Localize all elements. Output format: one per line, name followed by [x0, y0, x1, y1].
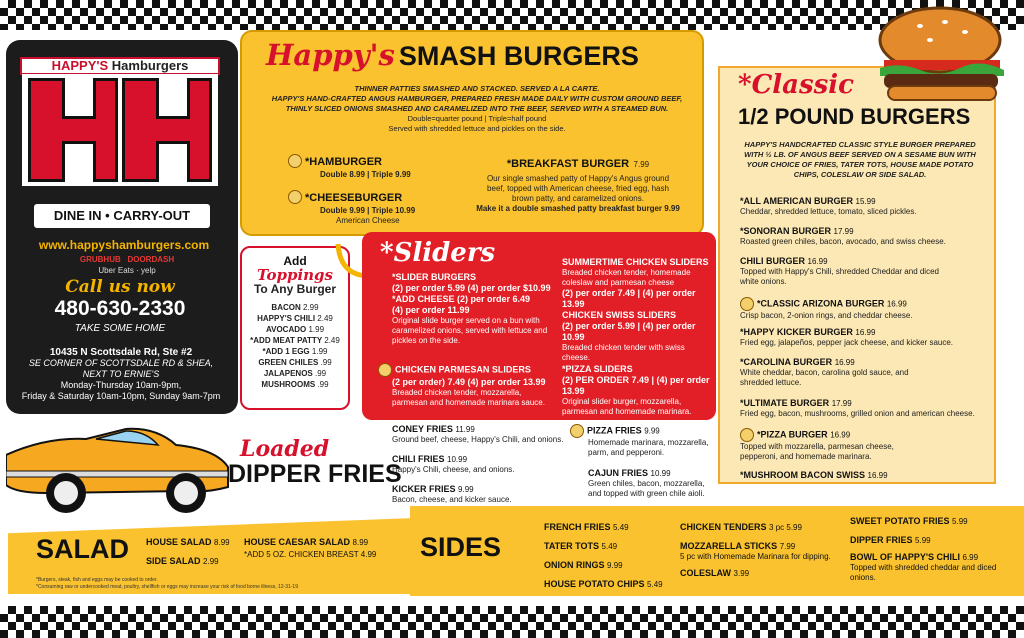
topping-item: JALAPENOS .99 [263, 369, 327, 378]
topping-item: *ADD MEAT PATTY 2.49 [250, 336, 340, 345]
dipper-item: CAJUN FRIES 10.99 Green chiles, bacon, mozzarella, and topped with green chile aioli. [588, 468, 705, 498]
cheeseburger-prices: Double 9.99 | Triple 10.99 [320, 206, 416, 215]
logo-suffix: Hamburgers [111, 58, 189, 73]
smash-title-main: SMASH BURGERS [398, 41, 639, 71]
smash-title [266, 38, 639, 72]
logo-h-right [122, 78, 212, 182]
topping-item: *ADD 1 EGG 1.99 [262, 347, 328, 356]
mascot-icon [570, 424, 584, 438]
slider-line-1: (2 per order) 7.49 (4) per order 13.99 [392, 377, 546, 387]
topping-item: GREEN CHILES .99 [258, 358, 332, 367]
toppings-title-1: Add [283, 254, 307, 268]
slider-line-1: (2) per order 5.99 (4) per order $10.99 [392, 283, 551, 293]
side-item: ONION RINGS 9.99 [544, 560, 623, 570]
website-link[interactable]: www.happyshamburgers.com [38, 238, 210, 252]
fine-print: *Burgers, steak, fish and eggs may be cooked to order. *Consuming raw or undercooked meat, poultry, shellfish or eggs may increase your risk of food borne illness, 12-31-19 [36, 577, 298, 590]
side-salad: SIDE SALAD 2.99 [146, 556, 219, 566]
sides-column-3: SWEET POTATO FRIES 5.99 DIPPER FRIES 5.99 BOWL OF HAPPY'S CHILI 6.99 Topped with shredded cheddar and diced onions. [850, 516, 1000, 583]
pizza-sliders [562, 364, 714, 417]
classic-item: *HAPPY KICKER BURGER 16.99 Fried egg, jalapeños, pepper jack cheese, and kicker sauce. [740, 327, 954, 347]
slider-name: SUMMERTIME CHICKEN SLIDERS [562, 257, 709, 267]
classic-item: *PIZZA BURGER 16.99 Topped with mozzarella, parmesan cheese, pepperoni, and homemade marinara. [740, 429, 894, 461]
slider-line-3: (4) per order 11.99 [392, 305, 470, 315]
chicken-parm-sliders [378, 363, 550, 408]
side-item: MOZZARELLA STICKS 7.99 [680, 541, 796, 551]
app-grubhub[interactable]: GRUBHUB [79, 255, 121, 264]
sides-title: SIDES [420, 532, 502, 562]
app-ubereats[interactable]: Uber Eats [98, 266, 134, 275]
hours-weekday: Monday-Thursday 10am-9pm, [60, 380, 182, 390]
breakfast-burger-item [468, 154, 688, 214]
dipper-item: CHILI FRIES 10.99 Happy's Chili, cheese, and onions. [392, 454, 515, 474]
sliders-title: *Sliders [380, 238, 496, 268]
smash-title-script: Happy's [266, 38, 395, 72]
smash-desc-4: Double=quarter pound | Triple=half pound [407, 114, 547, 123]
side-item: HOUSE POTATO CHIPS 5.49 [544, 579, 663, 589]
chicken-swiss-sliders [562, 310, 710, 363]
take-home-tagline: TAKE SOME HOME [74, 323, 166, 334]
mascot-icon [378, 363, 392, 377]
breakfast-price: 7.99 [633, 160, 650, 169]
mascot-icon [740, 297, 754, 311]
slider-desc: Breaded chicken tender, mozzarella, parmesan and homemade marinara sauce. [392, 388, 545, 407]
hours-weekend: Friday & Saturday 10am-10pm, Sunday 9am-7pm [21, 391, 221, 401]
cheeseburger-name: *CHEESEBURGER [305, 192, 403, 204]
logo-brand: HAPPY'S [51, 58, 109, 73]
cheeseburger-item [288, 188, 438, 226]
slider-desc: Breaded chicken tender, homemade coleslaw and parmesan cheese [562, 268, 691, 287]
street-address: 10435 N Scottsdale Rd, Ste #2 [49, 347, 193, 358]
dipper-item: PIZZA FRIES 9.99 Homemade marinara, mozzarella, parm, and pepperoni. [570, 424, 710, 458]
side-item: TATER TOTS 5.49 [544, 541, 618, 551]
side-item: SWEET POTATO FRIES 5.99 [850, 516, 968, 526]
sides-column-2: CHICKEN TENDERS 3 pc 5.99 MOZZARELLA STICKS 7.99 5 pc with Homemade Marinara for dipping. COLESLAW 3.99 [680, 522, 840, 579]
side-item: BOWL OF HAPPY'S CHILI 6.99 [850, 552, 979, 562]
house-salad: HOUSE SALAD 8.99 [146, 537, 230, 547]
slider-desc: Original slider burger, mozzarella, parmesan and homemade marinara. [562, 397, 692, 416]
classic-title: 1/2 POUND BURGERS [738, 104, 971, 129]
slider-name: CHICKEN SWISS SLIDERS [562, 310, 677, 320]
dipper-title: DIPPER FRIES [228, 460, 402, 488]
slider-line-1: (2) per order 5.99 | (4) per order 10.99 [562, 321, 696, 342]
topping-item: HAPPY'S CHILI 2.49 [257, 314, 333, 323]
classic-item: CHILI BURGER 16.99 Topped with Happy's Chili, shredded Cheddar and diced white onions. [740, 256, 939, 286]
smash-desc-1: THINNER PATTIES SMASHED AND STACKED. SERVED A LA CARTE. [354, 84, 600, 93]
call-label: Call us now [65, 277, 175, 297]
address-note-1: SE CORNER OF SCOTTSDALE RD & SHEA, [28, 358, 214, 368]
classic-item: *ALL AMERICAN BURGER 15.99 Cheddar, shredded lettuce, tomato, sliced pickles. [740, 196, 917, 216]
slider-name: *SLIDER BURGERS [392, 272, 477, 282]
logo-h-left [28, 78, 118, 182]
classic-item: *CLASSIC ARIZONA BURGER 16.99 Crisp bacon, 2-onion rings, and cheddar cheese. [740, 298, 913, 320]
hamburger-item [288, 152, 438, 180]
topping-item: AVOCADO 1.99 [265, 325, 325, 334]
topping-item: BACON 2.99 [271, 303, 319, 312]
summertime-sliders [562, 257, 710, 310]
dipper-title-script: Loaded [240, 436, 330, 462]
service-banner: DINE IN • CARRY-OUT [34, 204, 210, 228]
classic-description: HAPPY'S HANDCRAFTED CLASSIC STYLE BURGER PREPARED WITH ½ LB. OF ANGUS BEEF SERVED ON A SESAME BUN WITH YOUR CHOICE OF FRIES, TATER TOTS, HOUSE MADE POTATO CHIPS, COLESLAW OR SIDE SALAD. [744, 140, 976, 179]
delivery-apps: GRUBHUB DOORDASH Uber Eats · yelp [79, 255, 175, 275]
app-doordash[interactable]: DOORDASH [127, 255, 175, 264]
sides-column-1 [544, 518, 676, 594]
hamburger-name: *HAMBURGER [305, 156, 382, 168]
slider-name: *PIZZA SLIDERS [562, 364, 633, 374]
mascot-icon [740, 428, 754, 442]
classic-car-illustration [6, 415, 230, 515]
breakfast-name: *BREAKFAST BURGER [506, 158, 630, 170]
side-item: COLESLAW 3.99 [680, 568, 750, 578]
slider-desc: Original slide burger served on a bun with caramelized onions, served with lettuce and pickles on the side. [392, 316, 548, 345]
slider-line-1: (2) per order 7.49 | (4) per order 13.99 [562, 288, 696, 309]
dipper-item: KICKER FRIES 9.99 Bacon, cheese, and kicker sauce. [392, 484, 512, 504]
side-item: CHICKEN TENDERS 3 pc 5.99 [680, 522, 802, 532]
slider-line-2: *ADD CHEESE (2) per order 6.49 [392, 294, 531, 304]
breakfast-upsell: Make it a double smashed patty breakfast burger 9.99 [476, 204, 680, 213]
smash-desc-2: HAPPY'S HAND-CRAFTED ANGUS HAMBURGER, PREPARED FRESH MADE DAILY WITH CUSTOM GROUND BEEF, [271, 94, 683, 103]
toppings-title-3: To Any Burger [253, 282, 336, 296]
mascot-icon [288, 190, 302, 204]
slider-line-1: (2) PER ORDER 7.49 | (4) per order 13.99 [562, 375, 710, 396]
hh-logo [22, 74, 218, 186]
slider-name: CHICKEN PARMESAN SLIDERS [395, 364, 531, 375]
slider-burgers [392, 272, 552, 346]
checker-border-bottom [0, 606, 1024, 638]
side-item: DIPPER FRIES 5.99 [850, 535, 931, 545]
salad-title: SALAD [36, 534, 129, 564]
app-yelp[interactable]: yelp [141, 266, 156, 275]
burger-illustration [870, 4, 1010, 104]
classic-item: *MUSHROOM BACON SWISS 16.99 [740, 470, 888, 480]
house-caesar-salad: HOUSE CAESAR SALAD 8.99 [244, 537, 369, 547]
smash-desc-3: THINLY SLICED ONIONS SMASHED AND CARAMELIZED INTO THE BEEF, SERVED WITH A STEAMED BUN. [285, 104, 669, 113]
mascot-icon [288, 154, 302, 168]
hamburger-prices: Double 8.99 | Triple 9.99 [320, 170, 411, 179]
address-block [16, 347, 226, 402]
address-note-2: NEXT TO ERNIE'S [82, 369, 160, 379]
breakfast-desc: Our single smashed patty of Happy's Angus ground beef, topped with American cheese, fried egg, hash brown patty, and caramelized onions. [486, 174, 670, 203]
classic-item: *CAROLINA BURGER 16.99 White cheddar, bacon, carolina gold sauce, and shredded lettuce. [740, 357, 909, 387]
side-item: FRENCH FRIES 5.49 [544, 522, 629, 532]
toppings-title-2: Toppings [257, 266, 333, 284]
slider-desc: Breaded chicken tender with swiss cheese. [562, 343, 685, 362]
add-chicken: *ADD 5 OZ. CHICKEN BREAST 4.99 [244, 550, 377, 559]
cheeseburger-note: American Cheese [336, 216, 400, 225]
logo-wordmark [20, 57, 220, 75]
smash-description [262, 84, 692, 134]
classic-title-script: *Classic [738, 70, 854, 100]
topping-item: MUSHROOMS .99 [261, 380, 329, 389]
phone-number[interactable]: 480-630-2330 [54, 297, 186, 320]
classic-item: *SONORAN BURGER 17.99 Roasted green chiles, bacon, avocado, and swiss cheese. [740, 226, 946, 246]
smash-desc-5: Served with shredded lettuce and pickles on the side. [388, 124, 566, 133]
dipper-item: CONEY FRIES 11.99 Ground beef, cheese, Happy's Chili, and onions. [392, 424, 564, 444]
classic-item: *ULTIMATE BURGER 17.99 Fried egg, bacon, mushrooms, grilled onion and american cheese. [740, 398, 975, 418]
